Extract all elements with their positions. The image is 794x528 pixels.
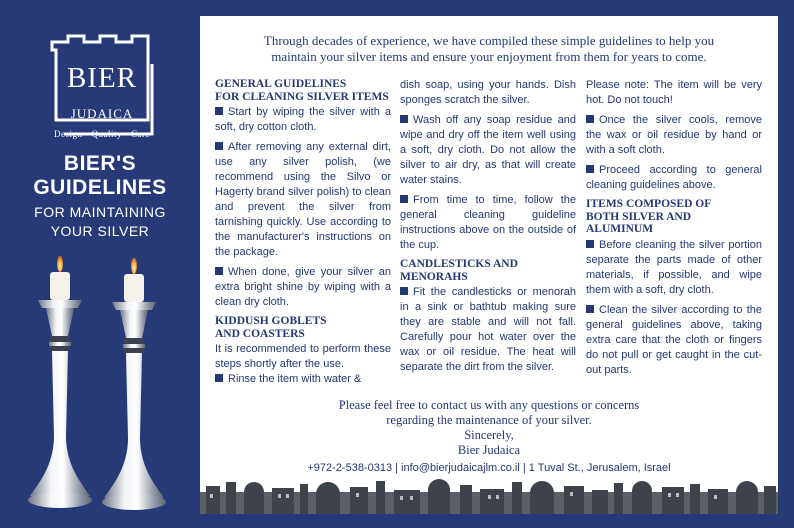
kiddush-p3 [400,113,576,188]
closing-line3: Sincerely, [464,428,514,442]
candlesticks-heading [400,258,576,283]
general-p2-text: After removing any external dirt, use any silver polish, (we recommend using the Silvo or Hagerty brand silver polish) to clean and prevent the silver from tarnishing quickly. Use according to the manufacturer's instructions on the package. [215,141,391,258]
jerusalem-skyline-image [200,478,778,514]
kiddush-p2b: dish soap, using your hands. Dish sponges scratch the silver. [400,79,576,106]
candlesticks-p1b: Please note: The item will be very hot. Do not touch! [586,79,762,106]
general-p3-text: When done, give your silver an extra bright shine by wiping with a clean dry cloth. [215,266,391,308]
bullet-icon [586,165,594,173]
general-p1-text: Start by wiping the silver with a soft, dry cotton cloth. [215,106,391,133]
intro-text [208,33,770,65]
intro-line1: Through decades of experience, we have compiled these simple guidelines to help you [263,33,715,48]
contact-info: +972-2-538-0313 | info@bierjudaicajlm.co.il | 1 Tuval St., Jerusalem, Israel [307,462,671,474]
composite-heading [586,198,762,236]
candlestick-right [102,258,166,510]
subtitle-line1: FOR MAINTAINING [34,204,166,220]
candlesticks-p1a [400,285,576,375]
kiddush-p4 [400,193,576,253]
column-3 [586,78,762,383]
composite-heading-line3: ALUMINUM [586,223,654,235]
bullet-icon [215,267,223,275]
kiddush-p3-text: Wash off any soap residue and wipe and dry off the item well using a soft, dry cloth. Do not allow the silver to air dry, as that will create water stains. [400,114,576,186]
candlestick-left [28,256,92,508]
general-p2 [215,140,391,260]
kiddush-heading-line2: AND COASTERS [215,327,305,340]
closing-line2: regarding the maintenance of your silver. [386,413,592,427]
bullet-icon [586,240,594,248]
composite-p2 [586,303,762,378]
candlesticks-heading-line1: CANDLESTICKS AND [400,258,518,270]
kiddush-p4-text: From time to time, follow the general cleaning guideline instructions above on the outside of the cup. [400,194,576,251]
guidelines-card [200,16,778,514]
general-heading-line2: FOR CLEANING SILVER ITEMS [215,90,389,103]
candlesticks-p2-text: Once the silver cools, remove the wax or oil residue by hand or with a soft cloth. [586,114,762,156]
general-heading [215,78,391,103]
candlesticks-p1a-text: Fit the candlesticks or menorah in a sink or bathtub making sure they are stable and will not fall. Carefully pour hot water over the wax or oil residue. The heat will separate the dirt from the silver. [400,286,576,373]
kiddush-p1: It is recommended to perform these steps shortly after the use. [215,343,391,370]
candlesticks-p3-text: Proceed according to general cleaning guidelines above. [586,164,762,191]
general-p3 [215,265,391,310]
bullet-icon [215,142,223,150]
brand-sub: JUDAICA [70,106,134,121]
composite-p1 [586,238,762,298]
bullet-icon [400,115,408,123]
guidelines-subtitle [0,203,200,241]
bullet-icon [400,195,408,203]
composite-p1-text: Before cleaning the silver portion separate the parts made of other materials, if possible, and wipe them with a soft, dry cloth. [586,238,762,296]
kiddush-p2a [215,372,391,387]
composite-p2-text: Clean the silver according to the general guidelines above, taking extra care that the cloth or fingers do not pull or get caught in the cut-out parts. [586,303,762,376]
general-heading-line1: GENERAL GUIDELINES [215,78,347,90]
closing-line4: Bier Judaica [457,443,521,457]
composite-heading-line1: ITEMS COMPOSED OF [586,198,712,210]
kiddush-heading [215,315,391,340]
candlesticks-p2 [586,113,762,158]
brand-name: BIER [66,62,138,94]
guidelines-title [0,152,200,200]
title-line2: GUIDELINES [33,176,167,199]
column-2 [400,78,576,380]
closing-line1: Please feel free to contact us with any questions or concerns [338,398,640,412]
column-1 [215,78,391,392]
general-p1 [215,105,391,135]
closing-text [208,398,770,458]
bullet-icon [400,287,408,295]
candlesticks-heading-line2: MENORAHS [400,270,468,283]
kiddush-p2a-text: Rinse the item with water & [228,373,362,385]
bullet-icon [586,305,594,313]
composite-heading-line2: BOTH SILVER AND [586,210,692,223]
bullet-icon [215,374,223,382]
subtitle-line2: YOUR SILVER [50,223,150,239]
bullet-icon [215,107,223,115]
brand-tagline: Design · Quality · Care [54,129,150,139]
kiddush-heading-line1: KIDDUSH GOBLETS [215,315,327,327]
left-panel [0,0,200,528]
candlesticks-p3 [586,163,762,193]
silver-candlesticks-image [28,256,178,518]
bullet-icon [586,115,594,123]
intro-line2: maintain your silver items and ensure your enjoyment from them for years to come. [271,49,707,64]
title-line1: BIER'S [63,152,137,175]
